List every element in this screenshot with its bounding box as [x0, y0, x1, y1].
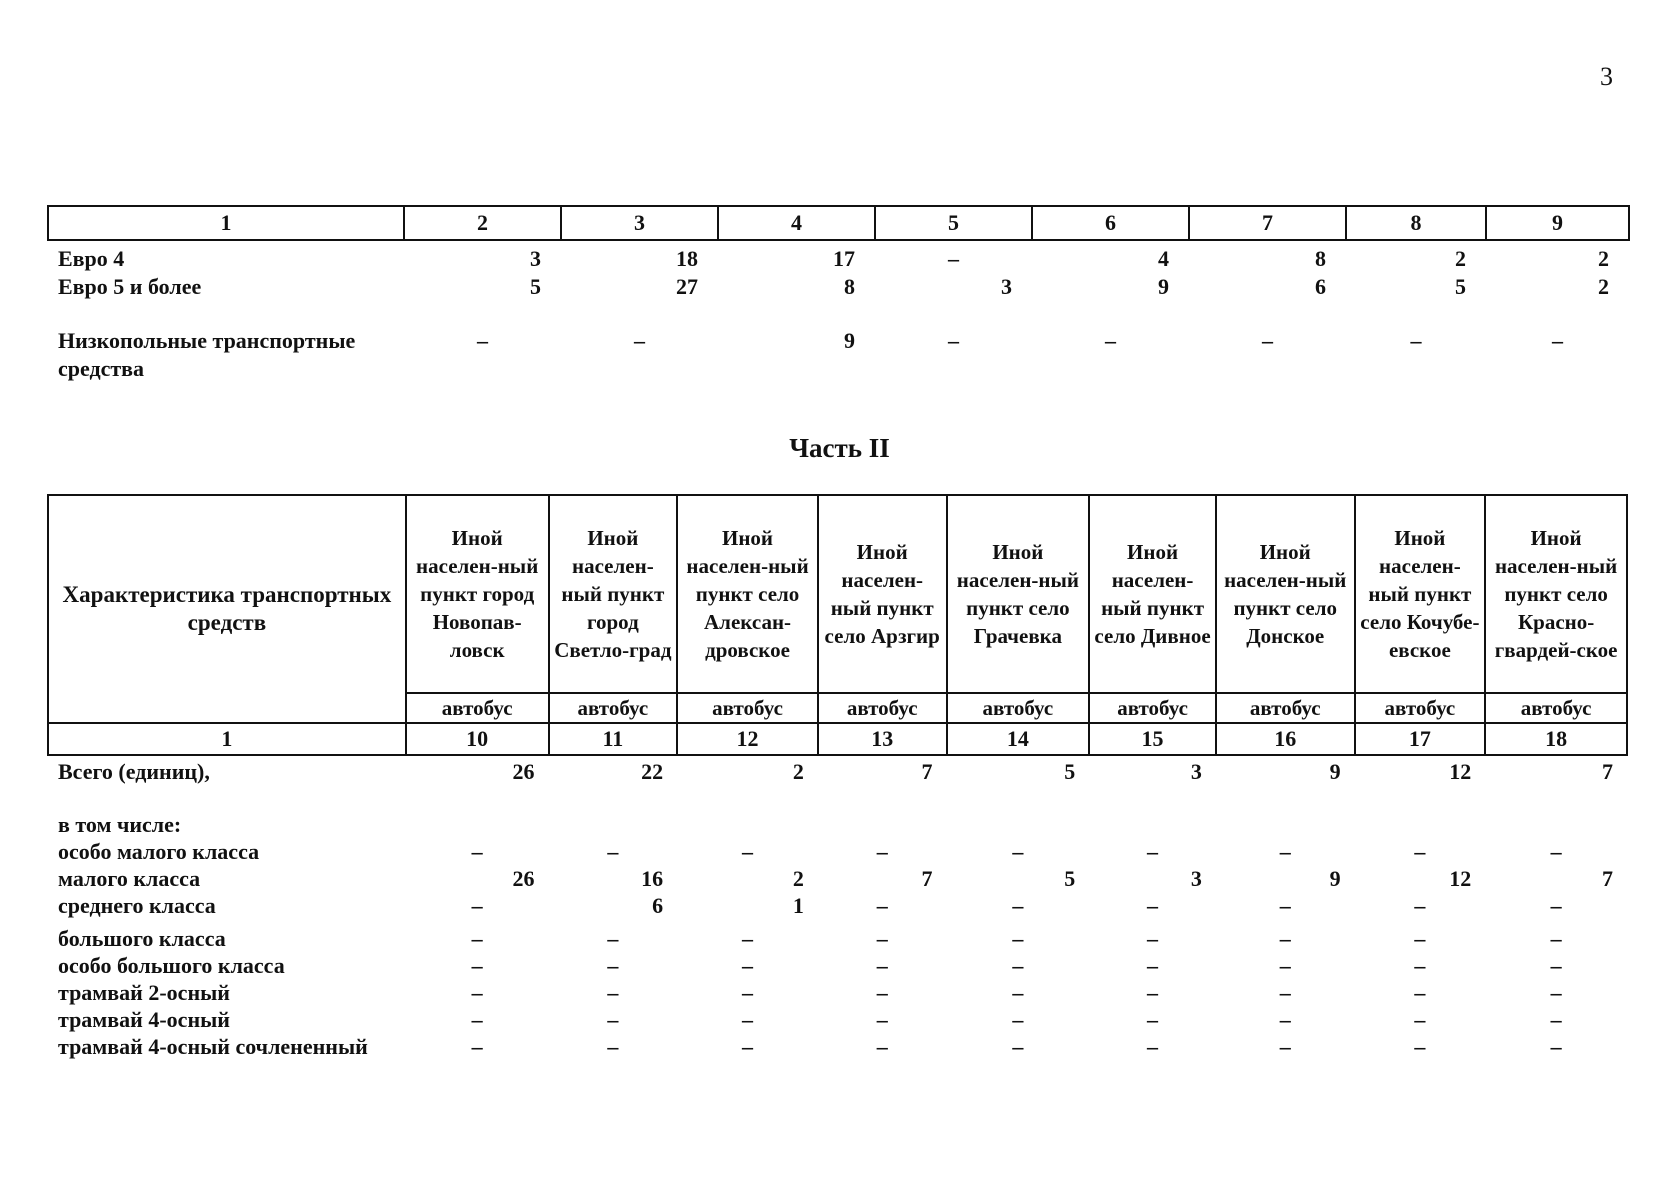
location-header: Иной населен-ный пункт село Кочубе-евское — [1355, 495, 1486, 693]
column-number: 7 — [1189, 206, 1346, 240]
table-cell: – — [742, 980, 754, 1005]
table-cell — [818, 811, 947, 838]
row-label: большого класса — [58, 926, 226, 951]
vehicle-type: автобус — [1216, 693, 1355, 723]
table-cell: 5 — [1064, 866, 1076, 891]
table-row — [48, 892, 1627, 919]
table-cell: 27 — [676, 274, 698, 299]
column-number: 5 — [875, 206, 1032, 240]
table-cell: 8 — [1315, 246, 1326, 271]
table-cell: 8 — [844, 274, 855, 299]
column-number: 15 — [1089, 723, 1216, 755]
table-cell: – — [876, 953, 888, 978]
table-cell: 26 — [512, 759, 535, 784]
table-cell: 3 — [1190, 759, 1202, 784]
part2-header-row — [48, 495, 1627, 693]
table-cell: – — [1012, 1034, 1024, 1059]
location-header: Иной населен-ный пункт село Алексан-дровское — [677, 495, 818, 693]
table-cell: – — [607, 839, 619, 864]
table-cell: – — [1279, 893, 1291, 918]
table-cell: – — [742, 1007, 754, 1032]
table-cell: – — [1414, 839, 1426, 864]
table-cell: 3 — [1190, 866, 1202, 891]
table-cell: – — [876, 1007, 888, 1032]
row-label: трамвай 4-осный — [58, 1007, 230, 1032]
row-label: Евро 4 — [58, 246, 125, 271]
vehicle-type: автобус — [549, 693, 678, 723]
table-cell: – — [471, 953, 483, 978]
table-cell — [406, 811, 549, 838]
table-cell: – — [876, 839, 888, 864]
column-number: 6 — [1032, 206, 1189, 240]
table-cell: – — [1550, 980, 1562, 1005]
table-cell: 18 — [676, 246, 698, 271]
table-cell: 5 — [1455, 274, 1466, 299]
location-header: Иной населен-ный пункт город Новопав-ловск — [406, 495, 549, 693]
part1-table — [47, 205, 1630, 383]
table-cell: – — [1550, 926, 1562, 951]
table-cell: – — [948, 246, 959, 271]
table-cell: – — [1279, 980, 1291, 1005]
table-cell: – — [742, 953, 754, 978]
table-cell: – — [742, 1034, 754, 1059]
table-cell — [1485, 811, 1627, 838]
table-cell: 3 — [1001, 274, 1012, 299]
table-cell: – — [948, 328, 959, 353]
table-cell: – — [471, 980, 483, 1005]
vehicle-type: автобус — [947, 693, 1090, 723]
table-cell: 17 — [833, 246, 855, 271]
location-header: Иной населен-ный пункт село Красно-гвардей-ское — [1485, 495, 1627, 693]
table-cell: – — [1414, 953, 1426, 978]
table-cell: – — [471, 1007, 483, 1032]
column-number: 3 — [561, 206, 718, 240]
table-row — [48, 952, 1627, 979]
table-cell: – — [634, 328, 645, 353]
table-cell: – — [607, 980, 619, 1005]
table-cell: 9 — [1329, 866, 1341, 891]
table-cell: 2 — [1598, 274, 1609, 299]
table-cell: – — [1147, 839, 1159, 864]
table-cell: – — [876, 893, 888, 918]
part2-table — [47, 494, 1628, 1060]
table-row — [48, 327, 1629, 383]
table-cell: – — [1550, 839, 1562, 864]
column-number: 9 — [1486, 206, 1629, 240]
table-cell: 6 — [1315, 274, 1326, 299]
table-cell: – — [876, 1034, 888, 1059]
vehicle-type: автобус — [1485, 693, 1627, 723]
column-number: 16 — [1216, 723, 1355, 755]
row-label: в том числе: — [58, 812, 182, 837]
table-cell: – — [471, 1034, 483, 1059]
table-cell: – — [1147, 1007, 1159, 1032]
table-row — [48, 865, 1627, 892]
table-cell — [1355, 811, 1486, 838]
spacer-row — [48, 785, 1627, 811]
table-cell: – — [1147, 953, 1159, 978]
table-cell: – — [471, 839, 483, 864]
table-cell: – — [742, 839, 754, 864]
table-cell: 12 — [1449, 759, 1472, 784]
row-label: трамвай 4-осный сочлененный — [58, 1034, 368, 1059]
table-cell: – — [1414, 1007, 1426, 1032]
table-cell: – — [1550, 893, 1562, 918]
table-cell: 7 — [921, 866, 933, 891]
table-cell: – — [742, 926, 754, 951]
part2-title: Часть II — [789, 433, 890, 463]
table-cell: – — [1012, 980, 1024, 1005]
table-cell: – — [1012, 839, 1024, 864]
table-cell: – — [1279, 953, 1291, 978]
table-cell: – — [1550, 1007, 1562, 1032]
row-label: малого класса — [58, 866, 201, 891]
table-cell: – — [1279, 1007, 1291, 1032]
table-cell: 22 — [641, 759, 664, 784]
table-row — [48, 838, 1627, 865]
table-cell: 2 — [1598, 246, 1609, 271]
table-cell: – — [1279, 926, 1291, 951]
table-row — [48, 273, 1629, 301]
table-cell: – — [1147, 1034, 1159, 1059]
table-cell: 9 — [1329, 759, 1341, 784]
table-cell: 7 — [921, 759, 933, 784]
table-cell: – — [471, 893, 483, 918]
table-cell: 6 — [652, 893, 664, 918]
table-cell: – — [1147, 926, 1159, 951]
table-row — [48, 758, 1627, 785]
vehicle-type: автобус — [677, 693, 818, 723]
part1-header-row — [48, 206, 1629, 240]
table-cell: 7 — [1602, 866, 1613, 891]
row-label: Всего (единиц), — [58, 759, 210, 784]
row-label: особо малого класса — [58, 839, 260, 864]
table-cell: – — [1105, 328, 1116, 353]
table-cell — [947, 811, 1090, 838]
table-cell: 3 — [530, 246, 541, 271]
column-number: 1 — [48, 206, 404, 240]
table-cell: 9 — [1158, 274, 1169, 299]
table-cell: 9 — [844, 328, 855, 353]
table-cell: – — [1414, 893, 1426, 918]
table-cell: – — [876, 980, 888, 1005]
table-cell: – — [1262, 328, 1273, 353]
table-cell: – — [1552, 328, 1563, 353]
table-cell: 7 — [1602, 759, 1613, 784]
table-cell: – — [1550, 953, 1562, 978]
table-cell: – — [1012, 953, 1024, 978]
vehicle-type: автобус — [818, 693, 947, 723]
table-cell: 2 — [1455, 246, 1466, 271]
table-cell: – — [607, 926, 619, 951]
table-cell: 5 — [1064, 759, 1076, 784]
column-number: 18 — [1485, 723, 1627, 755]
table-row — [48, 979, 1627, 1006]
row-label: Евро 5 и более — [58, 274, 202, 299]
table-cell: 5 — [530, 274, 541, 299]
table-cell: 1 — [792, 893, 804, 918]
part2-number-row — [48, 723, 1627, 755]
spacer-row — [48, 301, 1629, 327]
table-cell: – — [1012, 893, 1024, 918]
table-cell: – — [607, 1007, 619, 1032]
table-cell: – — [471, 926, 483, 951]
table-row — [48, 925, 1627, 952]
column-number: 12 — [677, 723, 818, 755]
column-number: 10 — [406, 723, 549, 755]
location-header: Иной населен-ный пункт село Дивное — [1089, 495, 1216, 693]
table-cell: 26 — [512, 866, 535, 891]
vehicle-type: автобус — [1089, 693, 1216, 723]
table-cell — [1216, 811, 1355, 838]
table-cell: – — [1550, 1034, 1562, 1059]
table-row — [48, 811, 1627, 838]
table-row — [48, 245, 1629, 273]
location-header: Иной населен-ный пункт село Донское — [1216, 495, 1355, 693]
column-number: 2 — [404, 206, 561, 240]
column-number: 17 — [1355, 723, 1486, 755]
table-cell — [677, 811, 818, 838]
vehicle-type: автобус — [406, 693, 549, 723]
column-number: 8 — [1346, 206, 1486, 240]
table-cell: 16 — [641, 866, 664, 891]
table-cell — [549, 811, 678, 838]
row-label: среднего класса — [58, 893, 216, 918]
table-cell: 12 — [1449, 866, 1472, 891]
row-label: Низкопольные транспортные средства — [58, 328, 356, 381]
table-cell: – — [1410, 328, 1422, 353]
column-number: 11 — [549, 723, 678, 755]
characteristic-header: Характеристика транспортных средств — [48, 495, 406, 723]
table-cell: – — [876, 926, 888, 951]
column-number: 13 — [818, 723, 947, 755]
table-cell: – — [1012, 926, 1024, 951]
table-cell: 4 — [1158, 246, 1169, 271]
column-number: 1 — [48, 723, 406, 755]
table-cell: – — [1414, 1034, 1426, 1059]
table-cell: 2 — [792, 759, 804, 784]
table-cell: – — [1012, 1007, 1024, 1032]
table-cell: – — [1147, 980, 1159, 1005]
row-label: трамвай 2-осный — [58, 980, 230, 1005]
column-number: 14 — [947, 723, 1090, 755]
page-number: 3 — [1600, 62, 1613, 91]
table-cell: 2 — [792, 866, 804, 891]
table-cell: – — [1147, 893, 1159, 918]
location-header: Иной населен-ный пункт село Арзгир — [818, 495, 947, 693]
location-header: Иной населен-ный пункт город Светло-град — [549, 495, 678, 693]
column-number: 4 — [718, 206, 875, 240]
table-cell: – — [477, 328, 488, 353]
table-cell: – — [607, 1034, 619, 1059]
table-cell: – — [1414, 926, 1426, 951]
table-row — [48, 1006, 1627, 1033]
row-label: особо большого класса — [58, 953, 285, 978]
location-header: Иной населен-ный пункт село Грачевка — [947, 495, 1090, 693]
table-row — [48, 1033, 1627, 1060]
table-cell: – — [1414, 980, 1426, 1005]
vehicle-type: автобус — [1355, 693, 1486, 723]
table-cell: – — [607, 953, 619, 978]
table-cell — [1089, 811, 1216, 838]
table-cell: – — [1279, 1034, 1291, 1059]
table-cell: – — [1279, 839, 1291, 864]
